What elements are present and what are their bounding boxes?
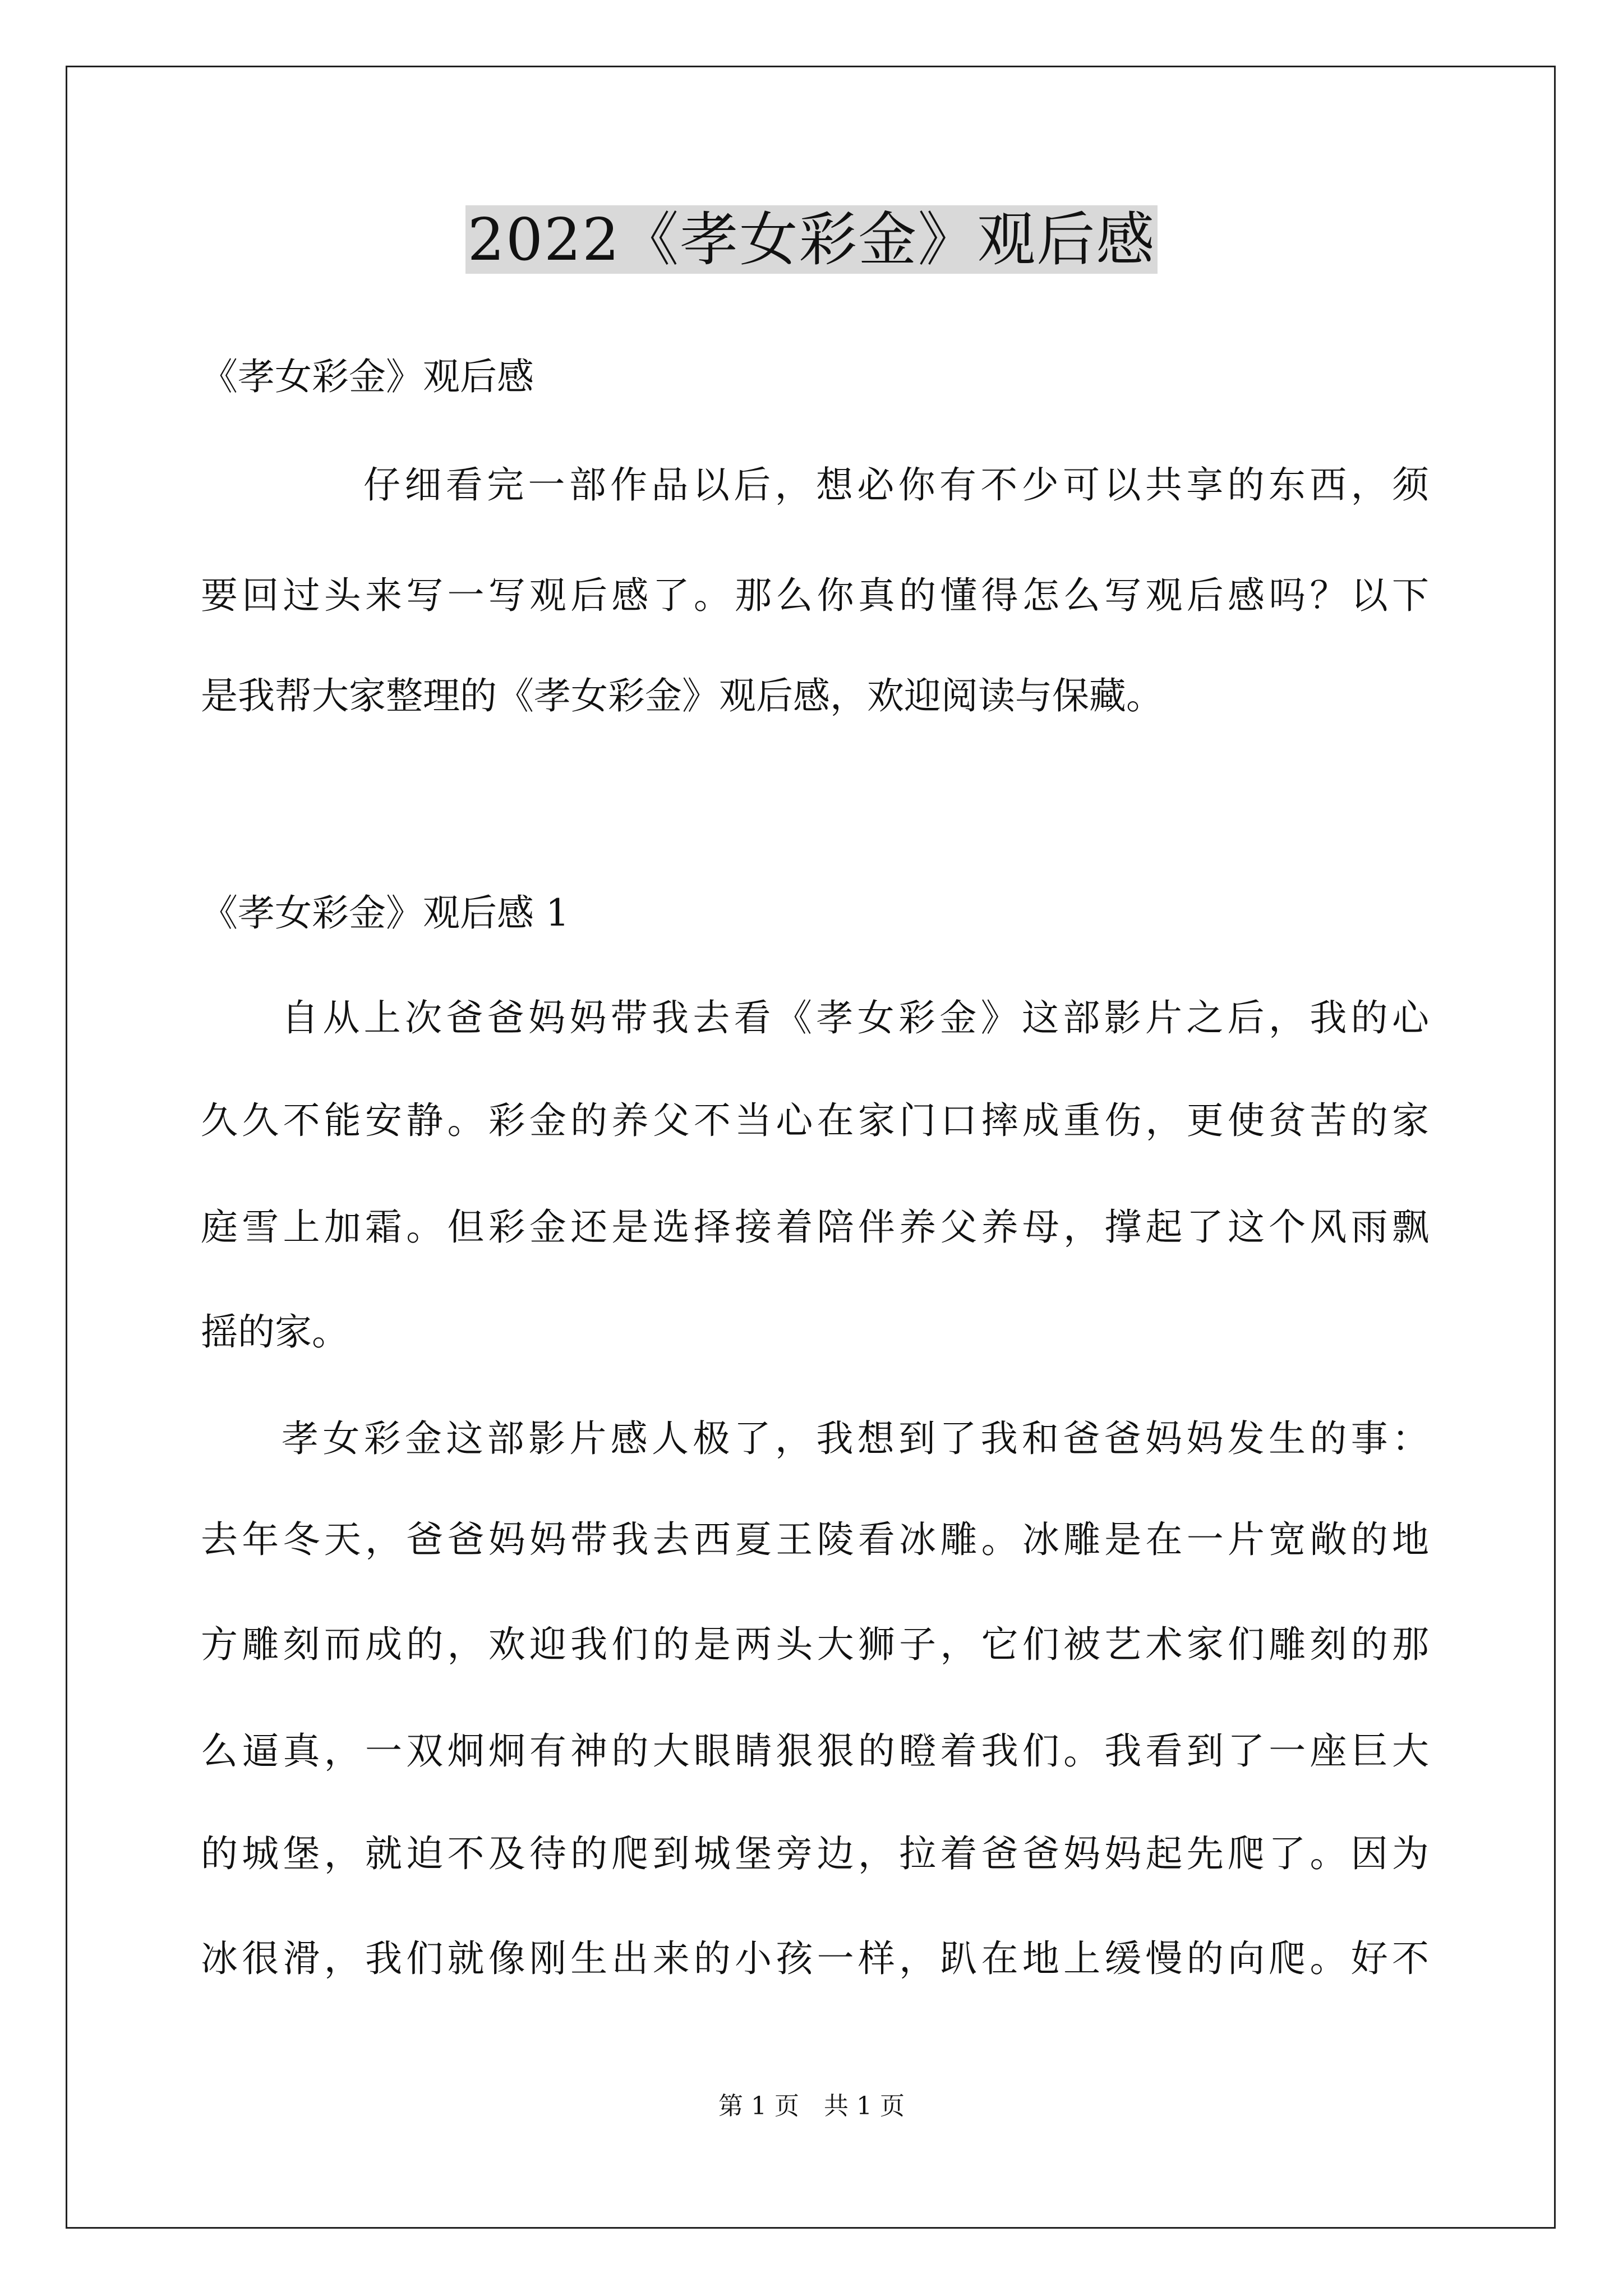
document-title	[0, 203, 1623, 276]
paragraph2-line-5: 的城堡，就迫不及待的爬到城堡旁边，拉着爸爸妈妈起先爬了。因为	[201, 1832, 1429, 1875]
paragraph1-line-3: 庭雪上加霜。但彩金还是选择接着陪伴养父养母，撑起了这个风雨飘	[201, 1205, 1429, 1249]
section-heading: 《孝女彩金》观后感 1	[201, 891, 569, 935]
paragraph1-line-1: 自从上次爸爸妈妈带我去看《孝女彩金》这部影片之后，我的心	[282, 996, 1429, 1039]
paragraph1-line-4: 摇的家。	[201, 1310, 349, 1354]
document-subtitle: 《孝女彩金》观后感	[201, 355, 534, 398]
intro-line-3: 是我帮大家整理的《孝女彩金》观后感，欢迎阅读与保藏。	[201, 674, 1163, 717]
document-title-text: 2022《孝女彩金》观后感	[465, 205, 1158, 274]
paragraph2-line-6: 冰很滑，我们就像刚生出来的小孩一样，趴在地上缓慢的向爬。好不	[201, 1937, 1429, 1980]
paragraph2-line-3: 方雕刻而成的，欢迎我们的是两头大狮子，它们被艺术家们雕刻的那	[201, 1623, 1429, 1666]
intro-line-1: 仔细看完一部作品以后，想必你有不少可以共享的东西，须	[363, 463, 1429, 507]
paragraph1-line-2: 久久不能安静。彩金的养父不当心在家门口摔成重伤，更使贫苦的家	[201, 1099, 1429, 1142]
paragraph2-line-1: 孝女彩金这部影片感人极了，我想到了我和爸爸妈妈发生的事：	[282, 1417, 1429, 1460]
paragraph2-line-2: 去年冬天，爸爸妈妈带我去西夏王陵看冰雕。冰雕是在一片宽敞的地	[201, 1518, 1429, 1561]
paragraph2-line-4: 么逼真，一双炯炯有神的大眼睛狠狠的瞪着我们。我看到了一座巨大	[201, 1729, 1429, 1773]
page-number: 第 1 页 共 1 页	[718, 2092, 905, 2120]
intro-line-2: 要回过头来写一写观后感了。那么你真的懂得怎么写观后感吗？以下	[201, 574, 1429, 617]
